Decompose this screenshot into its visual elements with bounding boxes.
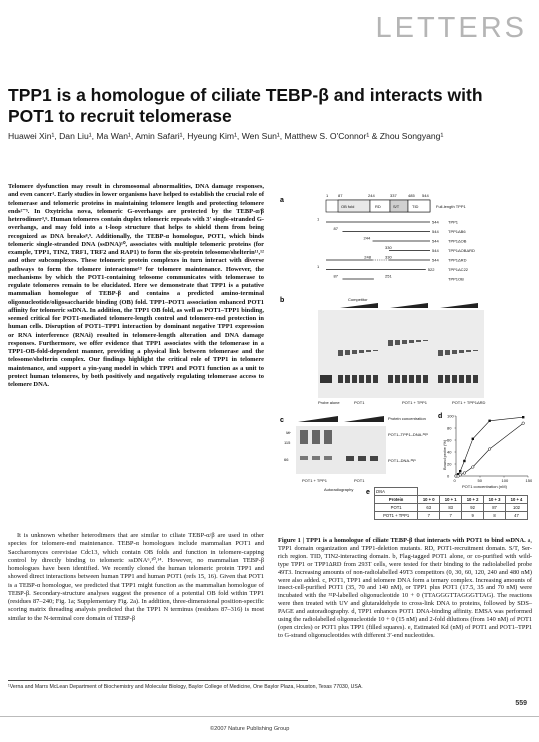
construct-name: TPP1ΔB6 (448, 229, 466, 234)
table-header-cell: Protein (375, 496, 418, 504)
free-probe-band (345, 375, 350, 383)
article-title: TPP1 is a homologue of ciliate TEBP-β and interacts with POT1 to recruit telomerase (8, 85, 483, 126)
free-probe-band (445, 375, 450, 383)
y-tick-label: 20 (447, 461, 452, 467)
autoradiography-label: Autoradiography (324, 487, 354, 492)
binary-band (370, 456, 378, 461)
lane-label: POT1 + TPP1 (402, 400, 427, 405)
footnote: ¹Verna and Marrs McLean Department of Biochemistry and Molecular Biology, Baylor College of Medicine, One Baylor Plaza, Houston, Texas 77030, USA. (8, 684, 363, 690)
table-header-cell: 10 + 4 (506, 496, 528, 504)
kd-table (374, 487, 528, 520)
crosslink-gel (296, 416, 386, 474)
free-probe-band (402, 375, 407, 383)
panel-a-top-numbers (326, 193, 429, 198)
construct-start: 1 (317, 216, 320, 222)
data-point (463, 460, 465, 462)
marker-66: 66 (284, 457, 289, 462)
data-point (488, 448, 491, 451)
complex-band (438, 350, 443, 356)
complex-band (402, 340, 407, 344)
construct-end: 544 (432, 248, 439, 253)
construct-start: 244 (363, 235, 371, 241)
table-cell: 47 (506, 512, 528, 520)
construct-end: 544 (432, 257, 439, 263)
body-paragraph: It is unknown whether heterodimers that are similar to ciliate TEBP-α/β are used in other species for telomere-end maintenance. TEBP-α homologues include mammalian POT1 and Saccharomyces cerevisiae Cdc13, which contain OB folds and function in telomere-capping control by directly binding to telomeric ssDNA⁶,¹⁰,¹⁴. However, no mammalian TEBP-β homologues have been identified. We recently cloned the human telomeric protein TPP1 and showed direct interactions between human TPP1 and human POT1 (refs 15, 16). Given that POT1 is a TEBP-α homologue, we predicted that TPP1 might function as the mammalian homologue of TEBP-β. Secondary-structure analyses suggest the presence of a potential OB fold within TPP1 (residues 87–240; Fig. 1a; Supplementary Fig. 2a). In addition, three-dimensional position-specific scoring matrix threading analysis predicted that the TPP1 N terminus (residues 87–316) is most similar to the N-terminal core domain of TEBP-β (8, 532, 264, 622)
gel-c-lane-label: POT1 (354, 478, 365, 483)
construct-row (385, 245, 475, 253)
ternary-band-label: POT1–TPP1–DNA-³²P (388, 432, 429, 437)
y-tick-label: 0 (447, 473, 450, 479)
construct-name: TPP1ΔOBΔRD (448, 248, 475, 253)
free-probe-band (416, 375, 421, 383)
table-cell: 102 (506, 504, 528, 512)
free-probe-band (359, 375, 364, 383)
gel-b-lane-labels (318, 400, 485, 405)
bottom-divider (0, 716, 539, 717)
tpp1-domain-map (326, 200, 466, 212)
table-cell: 8 (484, 512, 506, 520)
construct-start: 87 (333, 273, 338, 279)
dna-header: DNA (375, 488, 418, 496)
complex-band (359, 350, 364, 353)
data-point (459, 470, 461, 472)
abstract: Telomere dysfunction may result in chromosomal abnormalities, DNA damage responses, and even cancer¹. Early studies in lower organisms have helped to establish the crucial role of telomerase and telomeric proteins in maintaining telomere length and protecting telomere ends²⁻⁵. In Oxytricha nova, telomeric G-overhangs are protected by the TEBP-α/β heterodimer³,⁶. Human telomeres contain duplex telomeric repeats with 3′ single-stranded G-overhangs, and may fold into a t-loop structure that helps to shield them from being recognized as DNA breaks⁸,⁹. Additionally, the TEBP-α homologue, POT1, which binds telomeric single-stranded DNA (ssDNA)¹⁰, associates with multiple telomeric proteins (for example, TPP1, TIN2, TRF1, TRF2 and RAP1) to form the six-protein telosome/shelterin¹¹,¹² and other subcomplexes. These telomeric protein complexes in turn interact with diverse pathways to form the telomere interactome¹³ for telomere maintenance. However, the mechanisms by which the POT1-containing telosome communicates with telomerase to regulate telomeres remain to be elucidated. Here we demonstrate that TPP1 is a putative mammalian homologue of TEBP-β and contains a predicted amino-terminal oligonucleotide/oligosaccharide binding (OB) fold. TPP1–POT1 association enhanced POT1 affinity for telomeric ssDNA. In addition, the TPP1 OB fold, as well as POT1–TPP1 binding, seemed critical for POT1-mediated telomere-length control and telomere-end protection in human cells. Disruption of POT1–TPP1 interaction by dominant negative TPP1 expression or RNA interference (RNAi) resulted in telomere-length alteration and DNA damage responses. Furthermore, we offer evidence that TPP1 associates with the telomerase in a TPP1-OB-fold-dependent manner, providing a physical link between telomerase and the telosome/shelterin complex. Our findings highlight the critical role of TPP1 in telomere maintenance, and support a yin-yang model in which TPP1 and POT1 function as a unit to protect human telomeres, by both positively and negatively regulating telomerase access to telomere DNA. (8, 183, 264, 388)
x-tick-label: 0 (453, 478, 456, 483)
domain-tid: TID (412, 204, 419, 209)
free-probe-band (366, 375, 371, 383)
construct-end: 544 (432, 229, 439, 234)
domain-pos: 1 (326, 193, 329, 198)
domain-st: S/T (393, 204, 400, 209)
panel-label-c: c (280, 417, 284, 424)
table-header-cell: 10 + 0 (418, 496, 440, 504)
page-number: 559 (515, 700, 527, 707)
construct-name: TPP1OB (448, 276, 464, 282)
table-cell: 92 (462, 504, 484, 512)
domain-rd: RD (375, 204, 381, 209)
complex-band (395, 340, 400, 345)
domain-pos: 337 (390, 193, 397, 198)
complex-band (459, 350, 464, 353)
construct-row (317, 217, 459, 225)
construct-row (333, 274, 464, 282)
free-probe-band (423, 375, 428, 383)
binding-curve-chart (442, 413, 532, 489)
figure-1 (278, 190, 532, 530)
lane-label: POT1 + TPP1ΔRD (452, 400, 486, 405)
complex-band (473, 350, 478, 351)
caption-body: a, TPP1 domain organization and TPP1-deletion mutants. RD, POT1-recruitment domain. S/T, Ser-rich region. TID, TIN2-interacting domain. b, Flag-tagged POT1 alone, or co-purified with wild-type TPP1 or TPP1ΔRD from 293T cells, were tested for their binding to the radiolabelled probe 49T3. Increasing amounts of non-radiolabelled 49T3 competitors (0, 30, 60, 120, 240 and 480 nM) were also added. c, POT1, TPP1 and telomere DNA form a ternary complex. Increasing amounts of insect-cell-purified POT1 (35, 70 and 140 nM), or TPP1 plus POT1 (17.5, 35 and 70 nM) were incubated with the ³²P-labelled oligonucleotide 10 + 0 (TTAGGGTTAGGGTTAG). The reactions were then treated with UV and glutaraldehyde to cross-link DNA to proteins, followed by SDS–PAGE and autoradiography. d, TPP1 enhances POT1 DNA-binding affinity. EMSA was performed using the radiolabelled oligonucleotide 10 + 0 (15 nM) and 2-fold dilutions (from 140 nM) of POT1 (open circles) or POT1 plus TPP1 (filled squares). e, Estimated Kd (nM) of POT1 and POT1–TPP1 to G-strand oligonucleotides with different 3′-end nucleotides. (278, 537, 532, 639)
complex-band (373, 350, 378, 351)
y-axis-label: Bound probe (%) (442, 439, 447, 470)
competitor-wedges (340, 303, 478, 308)
table-cell: 87 (484, 504, 506, 512)
table-cell: POT1 + TPP1 (375, 512, 418, 520)
construct-name: TPP1ΔRD (448, 257, 467, 263)
table-row (375, 504, 528, 512)
gel-c-lane-label: POT1 + TPP1 (302, 478, 327, 483)
data-point (472, 466, 475, 469)
free-probe-band (338, 375, 343, 383)
table-header-cell: 10 + 2 (462, 496, 484, 504)
data-point (463, 472, 466, 475)
figure-caption (278, 537, 532, 640)
free-probe-band (373, 375, 378, 383)
y-tick-label: 80 (447, 425, 452, 431)
complex-band (366, 350, 371, 352)
panel-label-b: b (280, 297, 285, 304)
free-probe-band (459, 375, 464, 383)
binary-band (312, 456, 320, 460)
data-point (522, 416, 524, 418)
free-probe-band (466, 375, 471, 383)
domain-ob-fold: OB fold (341, 204, 355, 209)
construct-name: TPP1 (448, 219, 459, 225)
lane-label: Probe alone (318, 400, 340, 405)
construct-name: TPP1ΔC22 (448, 267, 469, 272)
construct-row (333, 226, 466, 234)
free-probe-band (388, 375, 393, 383)
emsa-gel (318, 310, 484, 398)
ternary-band (324, 430, 332, 444)
lane-label: POT1 (354, 400, 365, 405)
table-header-cell: 10 + 3 (484, 496, 506, 504)
complex-band (338, 350, 343, 356)
caption-title: Figure 1 | TPP1 is a homologue of ciliate TEBP-β that interacts with POT1 to bind ssDNA. (278, 537, 526, 544)
mr-label: Mr (286, 430, 291, 435)
panel-label-d: d (438, 413, 443, 420)
data-point (522, 422, 525, 425)
construct-row (364, 236, 467, 244)
construct-mid: 251 (385, 273, 392, 279)
domain-pos: 244 (368, 193, 375, 198)
construct-row (326, 255, 467, 263)
domain-pos: 544 (422, 193, 429, 198)
x-tick-label: 150 (525, 478, 532, 483)
table-cell: 7 (440, 512, 462, 520)
free-probe-band (473, 375, 478, 383)
construct-mid: 330 (385, 254, 392, 260)
table-cell: 9 (462, 512, 484, 520)
construct-start: 1 (317, 264, 320, 269)
construct-end: 544 (432, 238, 439, 244)
copyright: ©2007 Nature Publishing Group (210, 726, 290, 732)
x-axis-label: POT1 concentration (nM) (462, 484, 507, 489)
construct-start: 248 (364, 254, 371, 260)
construct-start: 87 (333, 226, 338, 231)
free-probe-band (452, 375, 457, 383)
domain-pos: 87 (338, 193, 343, 198)
complex-band (388, 340, 393, 346)
construct-list (317, 217, 475, 282)
construct-name: TPP1ΔOB (448, 238, 467, 244)
data-point (459, 474, 462, 477)
binary-band-label: POT1–DNA-³²P (388, 458, 416, 463)
construct-mid: 330 (385, 245, 392, 250)
author-list: Huawei Xin¹, Dan Liu¹, Ma Wan¹, Amin Safari¹, Hyeung Kim¹, Wen Sun¹, Matthew S. O'Connor¹ & Zhou Songyang¹ (8, 131, 444, 141)
table-cell: 63 (418, 504, 440, 512)
table-row (375, 512, 528, 520)
footnote-divider (8, 680, 308, 681)
free-probe-band (409, 375, 414, 383)
binary-band (324, 456, 332, 460)
binary-band (300, 456, 308, 460)
ternary-band (312, 430, 320, 444)
complex-band (409, 340, 414, 343)
full-length-label: Full-length TPP1 (436, 204, 466, 209)
free-probe-band (352, 375, 357, 383)
panel-label-a: a (280, 197, 284, 204)
ternary-band (300, 430, 308, 444)
y-tick-label: 100 (447, 413, 454, 419)
series-line (456, 417, 523, 476)
table-cell: POT1 (375, 504, 418, 512)
x-tick-label: 50 (477, 478, 482, 483)
domain-pos: 485 (408, 193, 415, 198)
complex-band (345, 350, 350, 355)
data-point (488, 420, 490, 422)
panel-label-e: e (366, 489, 370, 496)
binary-band (358, 456, 366, 461)
construct-row (317, 264, 469, 272)
construct-end: 544 (432, 219, 439, 225)
y-tick-label: 40 (447, 449, 452, 455)
section-label: LETTERS (375, 12, 527, 44)
data-point (472, 438, 474, 440)
competitor-label: Competitor (348, 297, 368, 302)
body-text (8, 532, 264, 623)
free-probe-band (438, 375, 443, 383)
free-probe-band (395, 375, 400, 383)
complex-band (416, 340, 421, 342)
complex-band (452, 350, 457, 354)
x-tick-label: 100 (501, 478, 509, 483)
complex-band (423, 340, 428, 341)
table-cell: 7 (418, 512, 440, 520)
marker-115: 115 (284, 440, 291, 445)
table-cell: 83 (440, 504, 462, 512)
table-header-cell: 10 + 1 (440, 496, 462, 504)
construct-end: 522 (427, 267, 435, 272)
complex-band (352, 350, 357, 354)
binary-band (346, 456, 354, 461)
complex-band (466, 350, 471, 352)
y-tick-label: 60 (447, 437, 452, 443)
complex-band (445, 350, 450, 355)
protein-conc-label: Protein concentration (388, 416, 426, 421)
